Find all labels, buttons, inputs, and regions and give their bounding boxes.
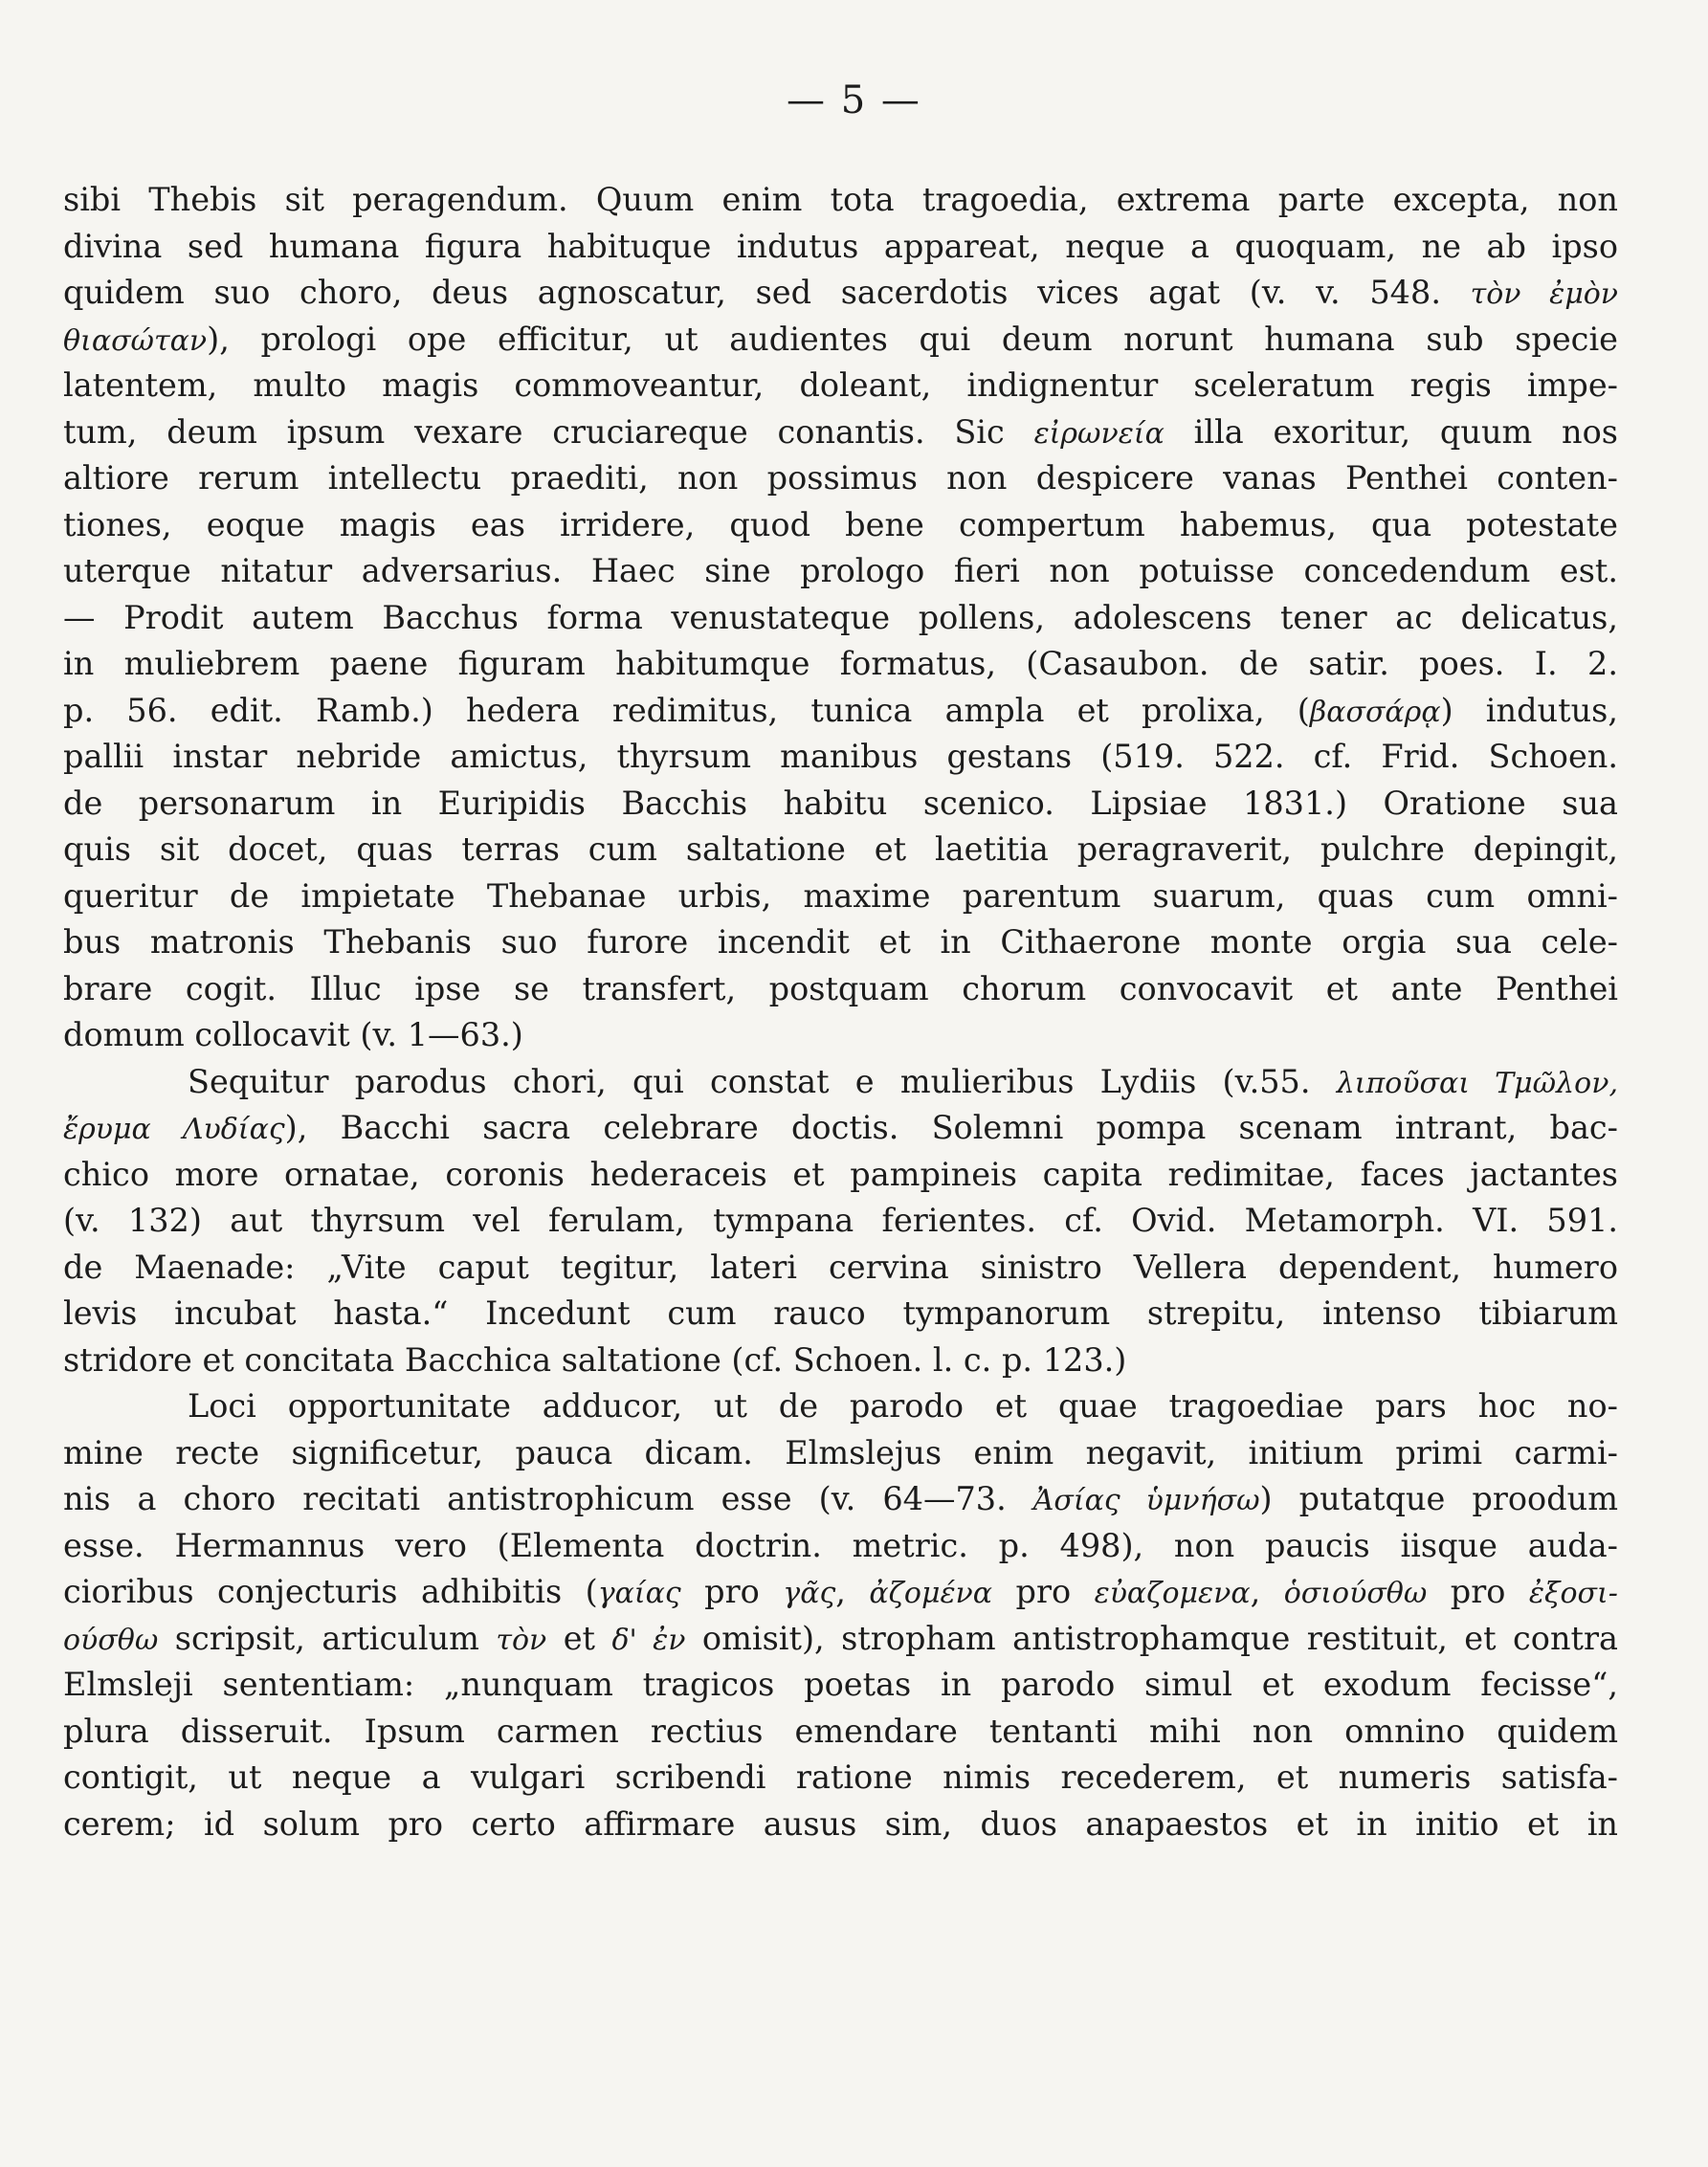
text-run: cioribus conjecturis adhibitis (: [63, 1573, 598, 1610]
text-run: brare cogit. Illuc ipse se transfert, postquam chorum convocavit et ante Penthei: [63, 969, 1618, 1007]
text-line: [63, 317, 1618, 364]
text-run: tiones, eoque magis eas irridere, quod bene compertum habemus, qua potestate: [63, 505, 1618, 543]
text-line: [63, 641, 1618, 688]
text-line: [63, 966, 1618, 1013]
text-run: scripsit, articulum: [158, 1619, 497, 1657]
text-run: sibi Thebis sit peragendum. Quum enim tota tragoedia, extrema parte excepta, non: [63, 181, 1618, 218]
text-line: [63, 455, 1618, 502]
text-run: de Maenade: „Vite caput tegitur, lateri cervina sinistro Vellera dependent, humero: [63, 1248, 1618, 1286]
text-line: [63, 1059, 1618, 1106]
text-line: [63, 1291, 1618, 1338]
text-run: in muliebrem paene figuram habitumque formatus, (Casaubon. de satir. poes. I. 2.: [63, 645, 1618, 682]
text-line: [63, 548, 1618, 595]
greek-phrase: εἰρωνεία: [1033, 416, 1165, 451]
text-run: Loci opportunitate adducor, ut de parodo et quae tragoediae pars hoc no-: [188, 1387, 1618, 1425]
text-run: ), Bacchi sacra celebrare doctis. Solemni pompa scenam intrant, bac-: [284, 1109, 1619, 1146]
text-line: [63, 1383, 1618, 1430]
greek-phrase: ἐξοσι-: [1528, 1577, 1618, 1610]
text-run: stridore et concitata Bacchica saltatione (cf. Schoen. l. c. p. 123.): [63, 1340, 1127, 1379]
text-run: ), prologi ope efficitur, ut audientes qui deum norunt humana sub specie: [207, 320, 1618, 358]
greek-phrase: ὁσιούσθω: [1283, 1577, 1428, 1610]
text-run: pro: [1427, 1573, 1529, 1610]
text-run: omisit), stropham antistrophamque restituit, et contra: [685, 1619, 1618, 1657]
text-line: [63, 1338, 1618, 1384]
text-run: pro: [992, 1573, 1095, 1610]
text-line: [63, 595, 1618, 642]
greek-phrase: βασσάρᾳ: [1309, 695, 1441, 729]
text-line: [63, 1616, 1618, 1663]
text-run: (v. 132) aut thyrsum vel ferulam, tympana ferientes. cf. Ovid. Metamorph. VI. 591.: [63, 1202, 1618, 1239]
text-line: [63, 1105, 1618, 1152]
text-line: [63, 1012, 1618, 1059]
text-line: [63, 1523, 1618, 1570]
text-run: quis sit docet, quas terras cum saltatione et laetitia peragraverit, pulchre depingit,: [63, 830, 1618, 868]
text-run: levis incubat hasta.“ Incedunt cum rauco tympanorum strepitu, intenso tibiarum: [63, 1294, 1618, 1332]
text-run: ) putatque proodum: [1259, 1480, 1618, 1517]
greek-phrase: Ἀσίας ὑμνήσω: [1032, 1484, 1260, 1517]
text-run: illa exoritur, quum nos: [1164, 412, 1618, 451]
text-run: uterque nitatur adversarius. Haec sine prologo fieri non potuisse concedendum est.: [63, 552, 1618, 589]
text-run: pro: [680, 1573, 784, 1610]
text-run: pallii instar nebride amictus, thyrsum manibus gestans (519. 522. cf. Frid. Schoen.: [63, 738, 1618, 775]
text-line: [63, 224, 1618, 271]
text-run: de personarum in Euripidis Bacchis habitu scenico. Lipsiae 1831.) Oratione sua: [63, 784, 1618, 822]
text-line: [63, 1476, 1618, 1523]
text-line: [63, 919, 1618, 966]
text-line: [63, 734, 1618, 781]
text-line: [63, 873, 1618, 920]
text-run: altiore rerum intellectu praediti, non possimus non despicere vanas Penthei conten-: [63, 459, 1618, 497]
text-run: — Prodit autem Bacchus forma venustateque pollens, adolescens tener ac delicatus,: [63, 598, 1618, 636]
text-run: esse. Hermannus vero (Elementa doctrin. metric. p. 498), non paucis iisque auda-: [63, 1526, 1618, 1564]
text-line: [63, 1755, 1618, 1802]
greek-phrase: ἀζομένα: [869, 1577, 993, 1610]
page-number: — 5 —: [787, 78, 921, 122]
text-line: [63, 1662, 1618, 1709]
text-run: ,: [1250, 1573, 1284, 1610]
text-line: [63, 1709, 1618, 1756]
text-run: et: [546, 1619, 612, 1657]
text-line: [63, 827, 1618, 873]
text-line: [63, 781, 1618, 828]
text-line: [63, 177, 1618, 224]
text-line: [63, 1569, 1618, 1616]
text-run: mine recte significetur, pauca dicam. Elmslejus enim negavit, initium primi carmi-: [63, 1433, 1618, 1471]
text-line: [63, 1802, 1618, 1848]
text-run: divina sed humana figura habituque indutus appareat, neque a quoquam, ne ab ipso: [63, 227, 1618, 265]
text-line: [63, 1245, 1618, 1292]
greek-phrase: εὐαζομενα: [1094, 1577, 1251, 1610]
greek-phrase: γαίας: [597, 1577, 681, 1610]
text-line: [63, 502, 1618, 549]
text-line: [63, 1152, 1618, 1199]
text-line: [63, 409, 1618, 456]
text-line: [63, 688, 1618, 735]
greek-phrase: τὸν ἐμὸν: [1470, 277, 1618, 311]
text-line: [63, 363, 1618, 409]
text-run: latentem, multo magis commoveantur, doleant, indignentur sceleratum regis impe-: [63, 366, 1618, 404]
text-run: tum, deum ipsum vexare cruciareque conantis. Sic: [63, 412, 1034, 451]
greek-phrase: ούσθω: [63, 1623, 159, 1657]
body-text: [63, 177, 1618, 1847]
text-line: [63, 270, 1618, 317]
greek-phrase: τὸν: [496, 1623, 547, 1657]
text-run: domum collocavit (v. 1—63.): [63, 1016, 523, 1053]
text-line: [63, 1198, 1618, 1245]
text-run: cerem; id solum pro certo affirmare ausus sim, duos anapaestos et in initio et in: [63, 1804, 1618, 1843]
text-run: nis a choro recitati antistrophicum esse (v. 64—73.: [63, 1480, 1033, 1517]
text-run: plura disseruit. Ipsum carmen rectius emendare tentanti mihi non omnino quidem: [63, 1712, 1618, 1750]
greek-phrase: δ' ἐν: [611, 1623, 686, 1657]
greek-phrase: λιποῦσαι Τμῶλον,: [1336, 1066, 1618, 1100]
text-run: quidem suo choro, deus agnoscatur, sed sacerdotis vices agat (v. v. 548.: [63, 274, 1471, 311]
greek-phrase: ἔρυμα Λυδίας: [63, 1113, 285, 1146]
text-run: p. 56. edit. Ramb.) hedera redimitus, tunica ampla et prolixa, (: [63, 691, 1310, 729]
text-run: ) indutus,: [1440, 691, 1618, 729]
text-run: Elmsleji sententiam: „nunquam tragicos poetas in parodo simul et exodum fecisse“,: [63, 1666, 1618, 1703]
text-run: chico more ornatae, coronis hederaceis et pampineis capita redimitae, faces jactantes: [63, 1155, 1618, 1193]
text-run: ,: [835, 1573, 870, 1610]
text-run: contigit, ut neque a vulgari scribendi ratione nimis recederem, et numeris satisfa-: [63, 1758, 1618, 1796]
text-line: [63, 1430, 1618, 1477]
greek-phrase: γᾶς: [783, 1577, 836, 1610]
text-run: bus matronis Thebanis suo furore incendit et in Cithaerone monte orgia sua cele-: [63, 923, 1618, 961]
greek-phrase: θιασώταν: [63, 323, 208, 358]
text-run: Sequitur parodus chori, qui constat e mulieribus Lydiis (v.55.: [188, 1062, 1337, 1100]
text-run: queritur de impietate Thebanae urbis, maxime parentum suarum, quas cum omni-: [63, 876, 1618, 915]
